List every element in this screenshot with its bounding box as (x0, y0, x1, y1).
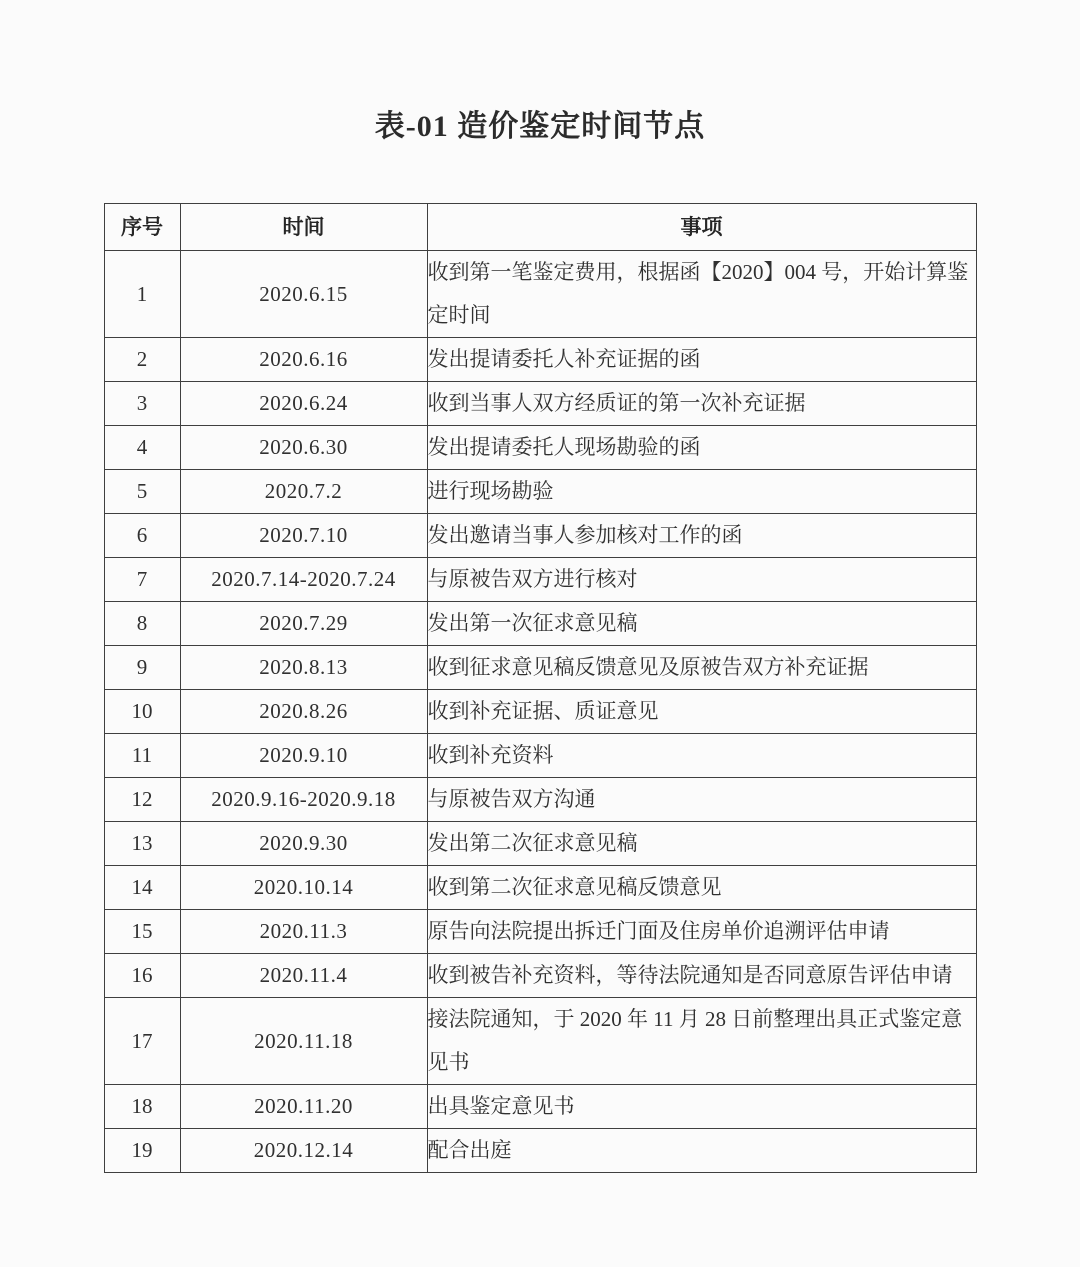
cell-time: 2020.7.10 (180, 514, 427, 558)
cell-time: 2020.9.16-2020.9.18 (180, 778, 427, 822)
cell-event: 进行现场勘验 (427, 470, 976, 514)
cell-time: 2020.11.18 (180, 998, 427, 1085)
table-row (104, 998, 976, 1085)
cell-time: 2020.11.3 (180, 910, 427, 954)
header-cell-no: 序号 (104, 204, 180, 251)
table-row (104, 338, 976, 382)
cell-time: 2020.7.29 (180, 602, 427, 646)
cell-event: 收到补充资料 (427, 734, 976, 778)
cell-no: 14 (104, 866, 180, 910)
cell-no: 19 (104, 1129, 180, 1173)
cell-time: 2020.9.10 (180, 734, 427, 778)
header-cell-time: 时间 (180, 204, 427, 251)
table-row (104, 690, 976, 734)
cell-time: 2020.10.14 (180, 866, 427, 910)
cell-time: 2020.11.4 (180, 954, 427, 998)
table-row (104, 1085, 976, 1129)
table-row (104, 558, 976, 602)
cell-event: 原告向法院提出拆迁门面及住房单价追溯评估申请 (427, 910, 976, 954)
cell-no: 16 (104, 954, 180, 998)
cell-time: 2020.7.14-2020.7.24 (180, 558, 427, 602)
cell-event: 收到第二次征求意见稿反馈意见 (427, 866, 976, 910)
cell-no: 5 (104, 470, 180, 514)
cell-time: 2020.8.13 (180, 646, 427, 690)
timeline-table (104, 203, 977, 1173)
cell-time: 2020.6.24 (180, 382, 427, 426)
cell-no: 9 (104, 646, 180, 690)
cell-event: 收到第一笔鉴定费用，根据函【2020】004 号，开始计算鉴定时间 (427, 251, 976, 338)
cell-no: 8 (104, 602, 180, 646)
table-row (104, 954, 976, 998)
cell-event: 发出提请委托人现场勘验的函 (427, 426, 976, 470)
table-body (104, 251, 976, 1173)
table-row (104, 646, 976, 690)
cell-time: 2020.7.2 (180, 470, 427, 514)
cell-event: 收到补充证据、质证意见 (427, 690, 976, 734)
cell-no: 17 (104, 998, 180, 1085)
cell-time: 2020.6.15 (180, 251, 427, 338)
cell-time: 2020.11.20 (180, 1085, 427, 1129)
table-row (104, 602, 976, 646)
cell-event: 接法院通知，于 2020 年 11 月 28 日前整理出具正式鉴定意见书 (427, 998, 976, 1085)
table-row (104, 426, 976, 470)
table-row (104, 251, 976, 338)
cell-no: 15 (104, 910, 180, 954)
header-row (104, 204, 976, 251)
cell-event: 发出邀请当事人参加核对工作的函 (427, 514, 976, 558)
cell-time: 2020.6.16 (180, 338, 427, 382)
table-row (104, 866, 976, 910)
cell-no: 1 (104, 251, 180, 338)
cell-no: 12 (104, 778, 180, 822)
table-row (104, 514, 976, 558)
cell-time: 2020.9.30 (180, 822, 427, 866)
table-row (104, 470, 976, 514)
cell-no: 6 (104, 514, 180, 558)
cell-event: 配合出庭 (427, 1129, 976, 1173)
cell-time: 2020.8.26 (180, 690, 427, 734)
cell-event: 与原被告双方进行核对 (427, 558, 976, 602)
cell-event: 发出第一次征求意见稿 (427, 602, 976, 646)
cell-no: 18 (104, 1085, 180, 1129)
table-row (104, 382, 976, 426)
cell-event: 收到征求意见稿反馈意见及原被告双方补充证据 (427, 646, 976, 690)
table-header (104, 204, 976, 251)
cell-time: 2020.12.14 (180, 1129, 427, 1173)
table-row (104, 822, 976, 866)
cell-event: 收到被告补充资料，等待法院通知是否同意原告评估申请 (427, 954, 976, 998)
cell-no: 3 (104, 382, 180, 426)
cell-event: 发出提请委托人补充证据的函 (427, 338, 976, 382)
cell-event: 收到当事人双方经质证的第一次补充证据 (427, 382, 976, 426)
cell-no: 13 (104, 822, 180, 866)
table-row (104, 734, 976, 778)
cell-no: 7 (104, 558, 180, 602)
cell-no: 4 (104, 426, 180, 470)
cell-event: 出具鉴定意见书 (427, 1085, 976, 1129)
cell-event: 与原被告双方沟通 (427, 778, 976, 822)
cell-time: 2020.6.30 (180, 426, 427, 470)
table-row (104, 1129, 976, 1173)
cell-no: 10 (104, 690, 180, 734)
cell-no: 11 (104, 734, 180, 778)
page-title: 表-01 造价鉴定时间节点 (374, 110, 706, 143)
header-cell-event: 事项 (427, 204, 976, 251)
table-row (104, 778, 976, 822)
cell-no: 2 (104, 338, 180, 382)
cell-event: 发出第二次征求意见稿 (427, 822, 976, 866)
table-row (104, 910, 976, 954)
